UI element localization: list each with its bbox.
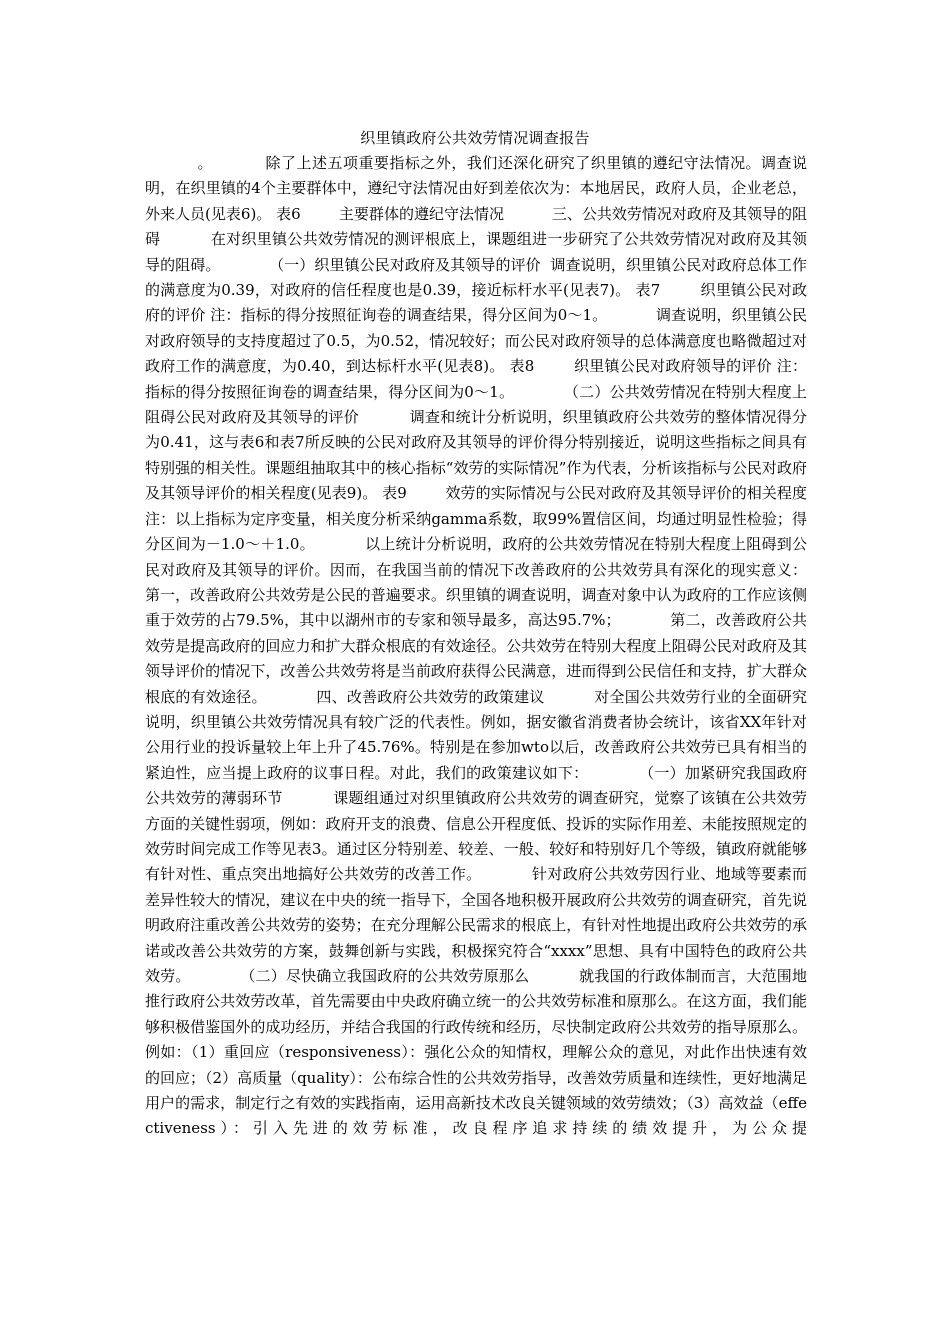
document-body: 。 除了上述五项重要指标之外，我们还深化研究了织里镇的遵纪守法情况。调查说明，在织里镇的4个主要群体中，遵纪守法情况由好到差依次为：本地居民，政府人员，企业老总，外来人员(见表6)。 表6 主要群体的遵纪守法情况 三、公共效劳情况对政府及其领导的阻碍 在对织里镇公共效劳情况的测评根底上，课题组进一步研究了公共效劳情况对政府及其领导的阻碍。 （一）织里镇公民对政府及其领导的评价 调查说明，织里镇公民对政府总体工作的满意度为0.39，对政府的信任程度也是0.39，接近标杆水平(见表7)。 表7 织里镇公民对政府的评价 注：指标的得分按照征询卷的调查结果，得分区间为0～1。 调查说明，织里镇公民对政府领导的支持度超过了0.5，为0.52，情况较好；而公民对政府领导的总体满意度也略微超过对政府工作的满意度，为0.40，到达标杆水平(见表8)。 表8 织里镇公民对政府领导的评价 注：指标的得分按照征询卷的调查结果，得分区间为0～1。 （二）公共效劳情况在特别大程度上阻碍公民对政府及其领导的评价 调查和统计分析说明，织里镇政府公共效劳的整体情况得分为0.41，这与表6和表7所反映的公民对政府及其领导的评价得分特别接近，说明这些指标之间具有特别强的相关性。课题组抽取其中的核心指标“效劳的实际情况”作为代表，分析该指标与公民对政府及其领导评价的相关程度(见表9)。 表9 效劳的实际情况与公民对政府及其领导评价的相关程度 注：以上指标为定序变量，相关度分析采纳gamma系数，取99%置信区间，均通过明显性检验；得分区间为－1.0～＋1.0。 以上统计分析说明，政府的公共效劳情况在特别大程度上阻碍到公民对政府及其领导的评价。因而，在我国当前的情况下改善政府的公共效劳具有深化的现实意义： 第一，改善政府公共效劳是公民的普遍要求。织里镇的调查说明，调查对象中认为政府的工作应该侧重于效劳的占79.5%，其中以湖州市的专家和领导最多，高达95.7%； 第二，改善政府公共效劳是提高政府的回应力和扩大群众根底的有效途径。公共效劳在特别大程度上阻碍公民对政府及其领导评价的情况下，改善公共效劳将是当前政府获得公民满意，进而得到公民信任和支持，扩大群众根底的有效途径。 四、改善政府公共效劳的政策建议 对全国公共效劳行业的全面研究说明，织里镇公共效劳情况具有较广泛的代表性。例如，据安徽省消费者协会统计，该省XX年针对公用行业的投诉量较上年上升了45.76%。特别是在参加wto以后，改善政府公共效劳已具有相当的紧迫性，应当提上政府的议事日程。对此，我们的政策建议如下： （一）加紧研究我国政府公共效劳的薄弱环节 课题组通过对织里镇政府公共效劳的调查研究，觉察了该镇在公共效劳方面的关键性弱项，例如：政府开支的浪费、信息公开程度低、投诉的实际作用差、未能按照规定的效劳时间完成工作等见表3。通过区分特别差、较差、一般、较好和特别好几个等级，镇政府就能够有针对性、重点突出地搞好公共效劳的改善工作。 针对政府公共效劳因行业、地域等要素而差异性较大的情况，建议在中央的统一指导下，全国各地积极开展政府公共效劳的调查研究，首先说明政府注重改善公共效劳的姿势；在充分理解公民需求的根底上，有针对性地提出政府公共效劳的承诺或改善公共效劳的方案，鼓舞创新与实践，积极探究符合“xxxx”思想、具有中国特色的政府公共效劳。 （二）尽快确立我国政府的公共效劳原那么 就我国的行政体制而言，大范围地推行政府公共效劳改革，首先需要由中央政府确立统一的公共效劳标准和原那么。在这方面，我们能够积极借鉴国外的成功经历，并结合我国的行政传统和经历，尽快制定政府公共效劳的指导原那么。例如：（1）重回应（responsiveness）：强化公众的知情权，理解公众的意见，对此作出快速有效的回应；（2）高质量（quality）：公布综合性的公共效劳指导，改善效劳质量和连续性，更好地满足用户的需求，制定行之有效的实践指南，运用高新技术改良关键领域的效劳绩效；（3）高效益（effectiveness）：引入先进的效劳标准，改良程序追求持续的绩效提升，为公众提 — [145, 154, 855, 1138]
document-title: 织里镇政府公共效劳情况调查报告 — [360, 129, 590, 147]
